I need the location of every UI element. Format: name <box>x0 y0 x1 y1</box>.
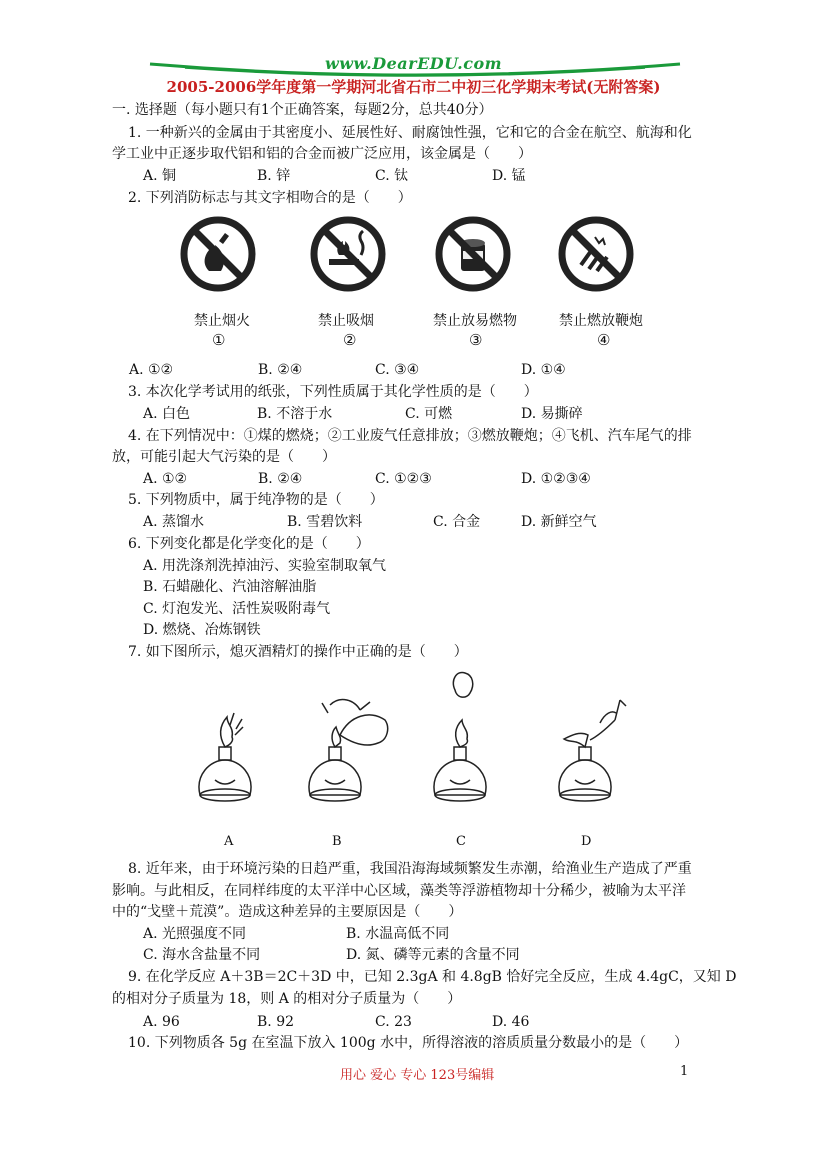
question-6-stem: 6. 下列变化都是化学变化的是（ ） <box>128 536 370 552</box>
no-firecrackers-icon <box>557 215 635 293</box>
sign-4-number: ④ <box>597 331 611 349</box>
q4-option-a: A. ①② <box>143 471 188 487</box>
q1-option-d: D. 锰 <box>492 168 526 184</box>
lamp-d-illustration <box>559 700 626 801</box>
lamp-b-illustration <box>309 700 388 801</box>
q2-option-d: D. ①④ <box>521 362 566 378</box>
no-smoking-icon <box>309 215 387 293</box>
q3-option-a: A. 白色 <box>143 406 191 422</box>
question-10-stem: 10. 下列物质各 5g 在室温下放入 100g 水中，所得溶液的溶质质量分数最小的是（ ） <box>128 1035 689 1051</box>
question-4-line2: 放，可能引起大气污染的是（ ） <box>112 449 336 465</box>
sign-3-number: ③ <box>469 331 483 349</box>
q6-option-c: C. 灯泡发光、活性炭吸附毒气 <box>143 601 331 617</box>
sign-1-number: ① <box>212 331 226 349</box>
no-flammables-icon <box>434 215 512 293</box>
question-8-line1: 8. 近年来，由于环境污染的日趋严重，我国沿海海域频繁发生赤潮，给渔业生产造成了严重 <box>128 861 692 877</box>
q6-option-b: B. 石蜡融化、汽油溶解油脂 <box>143 579 317 595</box>
q8-option-d: D. 氮、磷等元素的含量不同 <box>346 947 520 963</box>
q3-option-c: C. 可燃 <box>405 406 453 422</box>
lamp-c-label: C <box>456 834 466 849</box>
question-5-stem: 5. 下列物质中，属于纯净物的是（ ） <box>128 492 384 508</box>
question-1-line2: 学工业中正逐步取代铝和铝的合金而被广泛应用，该金属是（ ） <box>112 146 532 162</box>
q2-option-b: B. ②④ <box>258 362 303 378</box>
q5-option-b: B. 雪碧饮料 <box>287 514 363 530</box>
question-8-line2: 影响。与此相反，在同样纬度的太平洋中心区域，藻类等浮游植物却十分稀少，被喻为太平洋 <box>112 883 686 899</box>
q9-option-b: B. 92 <box>257 1014 295 1030</box>
sign-3-label: 禁止放易燃物 <box>433 313 517 329</box>
page-number: 1 <box>680 1064 689 1079</box>
site-banner[interactable]: www.DearEDU.com <box>324 54 503 73</box>
q8-option-a: A. 光照强度不同 <box>143 926 247 942</box>
question-8-line3: 中的“戈壁＋荒漠”。造成这种差异的主要原因是（ ） <box>112 904 463 920</box>
lamp-b-label: B <box>332 834 342 849</box>
document-title: 2005-2006学年度第一学期河北省石市二中初三化学期末考试(无附答案) <box>166 78 661 96</box>
sign-2-label: 禁止吸烟 <box>318 313 374 329</box>
lamp-a-illustration <box>199 713 251 801</box>
q3-option-b: B. 不溶于水 <box>257 406 333 422</box>
q6-option-d: D. 燃烧、冶炼钢铁 <box>143 622 261 638</box>
lamp-a-label: A <box>224 834 234 849</box>
question-7-stem: 7. 如下图所示，熄灭酒精灯的操作中正确的是（ ） <box>128 644 468 660</box>
q4-option-c: C. ①②③ <box>375 471 432 487</box>
q3-option-d: D. 易撕碎 <box>521 406 583 422</box>
q1-option-a: A. 铜 <box>143 168 177 184</box>
sign-2-number: ② <box>343 331 357 349</box>
q1-option-b: B. 锌 <box>257 168 291 184</box>
q8-option-b: B. 水温高低不同 <box>346 926 450 942</box>
question-1-line1: 1. 一种新兴的金属由于其密度小、延展性好、耐腐蚀性强，它和它的合金在航空、航海和化 <box>128 125 692 141</box>
q6-option-a: A. 用洗涤剂洗掉油污、实验室制取氧气 <box>143 558 387 574</box>
q9-option-d: D. 46 <box>492 1014 530 1030</box>
q5-option-a: A. 蒸馏水 <box>143 514 205 530</box>
no-fire-icon <box>179 215 257 293</box>
q4-option-d: D. ①②③④ <box>521 471 591 487</box>
question-9-line2: 的相对分子质量为 18，则 A 的相对分子质量为（ ） <box>112 991 462 1007</box>
section-heading: 一. 选择题（每小题只有1个正确答案，每题2分，总共40分） <box>112 102 493 118</box>
question-3-stem: 3. 本次化学考试用的纸张，下列性质属于其化学性质的是（ ） <box>128 384 538 400</box>
q2-option-a: A. ①② <box>129 362 174 378</box>
footer-text: 用心 爱心 专心 123号编辑 <box>340 1068 495 1083</box>
lamp-c-illustration <box>434 672 486 801</box>
question-9-line1: 9. 在化学反应 A＋3B＝2C＋3D 中，已知 2.3gA 和 4.8gB 恰好完全反应，生成 4.4gC，又知 D <box>128 969 737 985</box>
q2-option-c: C. ③④ <box>375 362 420 378</box>
lamp-d-label: D <box>581 834 592 849</box>
q1-option-c: C. 钛 <box>375 168 409 184</box>
q9-option-c: C. 23 <box>375 1014 412 1030</box>
alcohol-lamp-figure <box>190 665 670 830</box>
question-4-line1: 4. 在下列情况中：①煤的燃烧；②工业废气任意排放；③燃放鞭炮；④飞机、汽车尾气的排 <box>128 428 692 444</box>
q8-option-c: C. 海水含盐量不同 <box>143 947 261 963</box>
q4-option-b: B. ②④ <box>258 471 303 487</box>
q9-option-a: A. 96 <box>143 1014 180 1030</box>
q5-option-d: D. 新鲜空气 <box>521 514 597 530</box>
sign-4-label: 禁止燃放鞭炮 <box>559 313 643 329</box>
question-2-stem: 2. 下列消防标志与其文字相吻合的是（ ） <box>128 190 412 206</box>
sign-1-label: 禁止烟火 <box>194 313 250 329</box>
q5-option-c: C. 合金 <box>433 514 481 530</box>
